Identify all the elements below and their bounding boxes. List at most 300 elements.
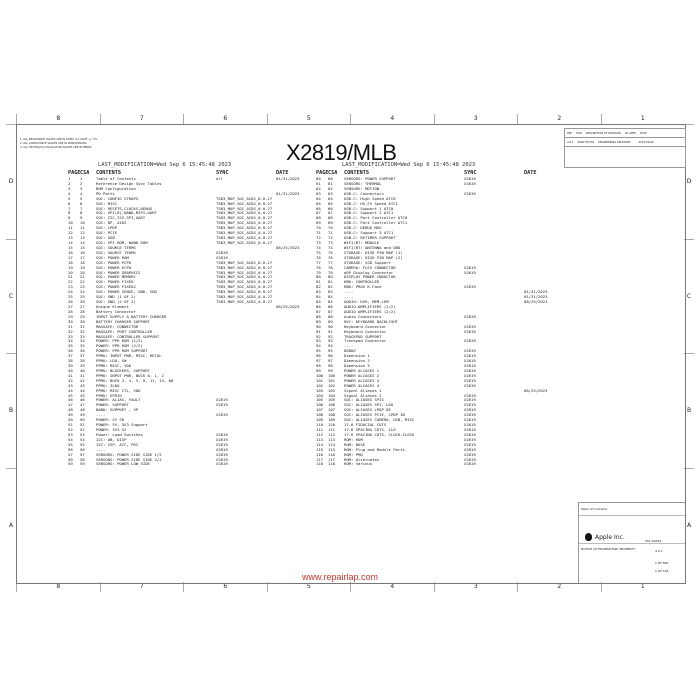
toc-cell: 35 [80,343,85,349]
toc-cell: 44 [68,387,73,393]
toc-cell: 01/31/2023 [524,294,548,300]
toc-cell: DISPLAY POWER INDUCTOR [344,275,396,280]
zone-column-label: 4 [350,114,434,124]
toc-cell: X2819 [464,442,476,447]
toc-cell: BOM Configuration [96,186,136,191]
toc-cell: 114 [328,441,336,447]
toc-cell: DEBUG [344,349,356,354]
toc-cell: SOC: CONFIG STRAPS [96,196,139,201]
toc-cell: SOC: SOURCE TERMS [96,250,136,255]
toc-cell: X2819 [464,177,476,181]
toc-cell: STORAGE: DISK PIN MAP (2) [344,255,403,260]
toc-cell: Signal Aliases 2 [344,393,382,398]
toc-cell: 24 [80,289,85,295]
toc-cell: 112 [316,431,324,437]
toc-cell: 4 [68,190,71,196]
toc-cell: 91 [328,328,333,334]
toc-cell [276,462,316,467]
toc-cell: ---- [344,295,354,300]
toc-cell: 66 [316,205,321,211]
toc-cell: ROM: ROM [344,437,363,442]
toc-cell: Trackpad Connector [344,339,387,344]
toc-cell: ROM: BASE [344,442,366,447]
toc-cell: 107 [328,407,336,413]
toc-cell: X2819 [464,403,476,408]
toc-cell: 110 [316,422,324,428]
toc-cell: 85 [328,299,333,305]
toc-row [316,462,564,467]
toc-cell: X2819 [464,354,476,359]
toc-cell: 54 [68,436,73,442]
last-modification-left: LAST_MODIFICATION=Wed Sep 6 15:45:48 2023 [98,162,232,168]
toc-cell: 51 [80,422,85,428]
toc-cell: 88 [316,313,321,319]
toc-cell: 109 [316,417,324,423]
toc-header-cell: CONTENTS [96,170,121,176]
toc-cell: X2819 [464,398,476,403]
zone-row-label: D [684,124,694,239]
toc-cell: POWER: PPR ROM (2/2) [96,344,143,349]
toc-cell: X2819 [464,373,476,378]
toc-cell: ---- [96,413,106,418]
toc-cell: 69 [316,220,321,226]
toc-cell: 7 [68,205,71,211]
toc-cell: 102 [316,382,324,388]
revision-header-cell: DESCRIPTION OF REVISION [585,131,621,135]
toc-cell: X2819 [216,398,228,403]
toc-cell: 71 [316,230,321,236]
toc-cell: T583_MAP_SOC_AIDS_0.0.27 [216,211,273,216]
toc-cell: 12 [68,230,73,236]
toc-cell: 106 [316,402,324,408]
page-count: 1 OF 181 [655,569,669,573]
toc-cell: 15 [80,244,85,250]
toc-cell: X2819 [464,437,476,442]
toc-header-cell: SYNC [464,170,477,176]
toc-cell: X2819 [464,432,476,437]
toc-cell: 21 [80,274,85,280]
toc-cell: 40 [68,367,73,373]
toc-cell: SOC: POWER RAM [96,255,129,260]
toc-cell: PPMU: BUCK 3, 4, 5, 8, 11, 13, 08 [96,378,174,383]
toc-cell: 117 [316,456,324,462]
toc-cell: 102 [328,382,336,388]
toc-cell: 84 [316,294,321,300]
toc-cell: 48 [68,407,73,413]
toc-cell: 34 [68,338,73,344]
toc-cell: 76 [316,254,321,260]
toc-cell: ---- [96,447,106,452]
toc-cell: 10 [80,220,85,226]
toc-cell: ROM: Alternates [344,457,380,462]
toc-cell: 11 [68,225,73,231]
company-logo [585,533,625,541]
toc-cell: 60 [316,176,321,181]
toc-cell: 113 [316,436,324,442]
toc-cell: Table of Contents [96,177,136,181]
toc-cell: 3 [80,185,83,191]
toc-cell: 111 [328,427,336,433]
toc-cell: 78 [316,264,321,270]
toc-cell: 38 [68,358,73,364]
toc-cell: 29 [68,313,73,319]
toc-cell: POWER ALIASES 1 [344,368,380,373]
toc-cell: SOC: POWER FIXED2 [96,285,136,290]
toc-cell: X2819 [216,255,228,260]
toc-cell: T583_MAP_SOC_AIDS_0.0.27 [216,236,273,241]
toc-cell: INPUT SUPPLY & BATTERY CHARGER [96,314,167,319]
toc-cell: 14 [80,239,85,245]
toc-cell: ---- [344,344,354,349]
toc-cell: 50 [68,417,73,423]
revision-header [565,129,685,138]
toc-cell: NAND: SUPPORT - VP [96,408,139,413]
note-line: 3. ALL CRYSTALS & OSCILLATOR VALUES ARE IN HERTZ. [20,146,93,149]
toc-cell: X2819 [464,452,476,457]
revision-header-cell: ECN [576,131,582,135]
toc-cell: 17.6 FIDUCIAL CUTS [344,423,387,428]
revision-cell: ENGINEERING RELEASED [598,140,631,144]
toc-cell: X2819 [464,314,476,319]
toc-cell: 55 [68,441,73,447]
toc-cell: X2819 [464,324,476,329]
last-modification-right: LAST_MODIFICATION=Wed Sep 6 15:45:48 2023 [342,162,476,168]
toc-cell: POWER ALIASES 2 [344,373,380,378]
toc-cell: 30 [68,318,73,324]
toc-cell: 47 [68,402,73,408]
toc-cell: CAMERA: FLEX CONNECTOR [344,265,396,270]
toc-cell: ROM: Various [344,462,373,467]
toc-cell: X2819 [216,403,228,408]
toc-cell: X2819 [464,408,476,413]
zone-column-label: 8 [16,582,100,592]
toc-cell: X2819 [464,413,476,418]
toc-cell: 72 [316,235,321,241]
toc-cell: SOC: POWER MEMORY [96,275,136,280]
toc-cell: 58 [80,456,85,462]
toc-cell: 77 [316,259,321,265]
row-zone-left [6,124,16,582]
toc-cell: 56 [68,446,73,452]
revision-row [565,138,685,147]
toc-cell: 46 [80,397,85,403]
toc-cell: 91 [316,328,321,334]
toc-cell: 37 [68,353,73,359]
toc-cell: 57 [68,451,73,457]
toc-cell: X2819 [216,442,228,447]
toc-cell: X2819 [464,428,476,433]
toc-cell: 86 [328,303,333,309]
toc-cell: T583_MAP_SOC_AIDS_0.0.27 [216,206,273,211]
toc-cell: Dimension 2 [344,359,370,364]
toc-cell: POWER: 3V3 S2 [96,428,127,433]
toc-cell: 18 [80,259,85,265]
toc-cell: 96 [316,353,321,359]
toc-cell: eDP Display Connector [344,270,394,275]
toc-cell: X2819 [464,349,476,354]
toc-cell: 83 [316,289,321,295]
toc-cell: SENSORS: POWER SUPPORT [344,177,396,181]
toc-cell: 17.6 SPACING CUTS, ILO [344,428,396,433]
toc-cell: KBD: CONTROLLER [344,280,380,285]
toc-cell: 104 [328,392,336,398]
toc-cell: T583_MAP_SOC_AIDS_0.0.27 [216,216,273,221]
toc-header-cell: CSA [328,170,338,176]
toc-cell: 55 [80,441,85,447]
toc-cell: T583_MAP_SOC_AIDS_0.0.27 [216,270,273,275]
toc-cell: 51 [68,422,73,428]
toc-cell: T583_MAP_SOC_AIDS_0.0.27 [216,196,273,201]
toc-cell: 08/25/2023 [276,303,300,309]
toc-cell: X2819 [216,250,228,255]
toc-cell: POWER ALIASES 4 [344,383,380,388]
toc-cell: 60 [328,176,333,181]
toc-cell: 29 [80,313,85,319]
toc-cell: 01/31/2023 [276,190,300,196]
toc-cell: X2819 [464,364,476,369]
toc-cell: 79 [328,269,333,275]
toc-cell: 100 [328,372,336,378]
toc-cell: USB-C: DEBUG MUX [344,226,382,231]
zone-row-label: B [684,353,694,468]
toc-cell: SOC: POWER GRAPHICS [96,270,141,275]
toc-cell: 08/25/2023 [524,299,548,305]
zone-column-label: 1 [601,582,685,592]
toc-cell: POWER: PPR ROM (1/2) [96,339,143,344]
toc-cell: 56 [80,446,85,452]
zone-column-label: 3 [434,114,518,124]
toc-cell: POWER: SUPPORT [96,403,129,408]
toc-cell: T583_MAP_SOC_AIDS_0.0.27 [216,295,273,300]
toc-cell: T583_MAP_SOC_AIDS_0.0.27 [216,265,273,270]
toc-cell: 8 [68,210,71,216]
zone-column-label: 8 [16,114,100,124]
toc-header-cell: DATE [276,170,289,176]
toc-cell: 19 [80,264,85,270]
toc-cell: PD Parts [96,191,115,196]
toc-cell: 27 [68,303,73,309]
toc-cell: SENSORS: MOTION [344,186,380,191]
toc-cell: 36 [80,348,85,354]
toc-cell: T583_MAP_SOC_AIDS_0.0.27 [216,221,273,226]
toc-cell: 16 [80,249,85,255]
toc-cell: 33 [80,333,85,339]
toc-row [68,462,316,467]
toc-cell: 97 [328,358,333,364]
toc-cell: 14 [68,239,73,245]
toc-cell: 38 [80,358,85,364]
toc-cell: 98 [328,363,333,369]
toc-cell: 82 [328,284,333,290]
toc-cell: 72 [328,235,333,241]
toc-cell: 90 [328,323,333,329]
toc-cell: 101 [328,377,336,383]
toc-cell: 5 [80,195,83,201]
toc-cell: PPMU: LDO, SW [96,359,127,364]
toc-cell: 28 [68,308,73,314]
toc-cell: 53 [68,431,73,437]
toc-cell: PPMU: MISC CTL, VDD [96,388,141,393]
toc-cell: Dimension 1 [344,354,370,359]
revision-header-cell: DATE [639,131,647,135]
toc-cell: MAGSAFE: CONNECTOR [96,324,139,329]
sheet-count: 1 OF 881 [655,561,669,565]
toc-cell: 90 [316,323,321,329]
toc-cell: 100 [316,372,324,378]
toc-cell: SENSORS: POWER SIDE SIDE 1/2 [96,452,162,457]
toc-cell: X2819 [216,432,228,437]
toc-cell: 42 [80,377,85,383]
toc-cell: 94 [328,343,333,349]
page-title: X2819/MLB [286,140,397,165]
toc-cell: 41 [80,372,85,378]
toc-cell: 63 [316,190,321,196]
toc-header-row [316,170,564,177]
zone-column-label: 7 [100,582,184,592]
toc-cell: X2819 [216,457,228,462]
revision-cell: 0000755706 [577,140,595,144]
toc-cell: T583_MAP_SOC_AIDS_0.0.27 [216,285,273,290]
proprietary-notice: NOTICE OF PROPRIETARY PROPERTY: [581,547,636,551]
toc-cell: X2819 [216,462,228,467]
toc-cell: 103 [316,387,324,393]
toc-cell: 11 [80,225,85,231]
toc-cell: SOC: SPI ROM, NAND ROM [96,240,148,245]
drawing-title: Table of Contents [581,507,608,511]
toc-cell: 28 [80,308,85,314]
toc-cell: 78 [328,264,333,270]
toc-cell: 75 [316,249,321,255]
toc-cell: 32 [68,328,73,334]
toc-cell: 96 [328,353,333,359]
toc-cell: 2 [80,180,83,186]
apple-logo-icon [585,533,592,541]
toc-cell: PPMU: INPUT PWR, MISC, RETAL [96,354,162,359]
toc-cell: POWER: SY SR [96,418,125,423]
toc-cell: 1 [80,176,83,181]
toc-cell: Keyboard Connector [344,329,387,334]
toc-cell: 81 [316,279,321,285]
toc-cell: Signal Aliases 1 [344,388,382,393]
toc-cell: SOC: DP, AIDS [96,221,127,226]
toc-cell: 22 [80,279,85,285]
toc-cell: 20 [68,269,73,275]
zone-row-label: C [6,239,16,354]
zone-column-label: 6 [183,582,267,592]
toc-cell: Dimension 3 [344,364,370,369]
toc-cell: Reference Design Sync Tables [96,181,162,186]
toc-cell: Power: Load Switches [96,432,143,437]
toc-cell: Unique Element [96,304,129,309]
toc-cell: SOC: GND (1 OF 2) [96,295,136,300]
watermark: www.repairlap.com [302,572,379,582]
toc-cell: 58 [68,456,73,462]
revision-cell: 4.0.1 [567,140,574,144]
toc-cell: AUDIO AMPLIFIERS (1/2) [344,304,396,309]
toc-cell: T583_MAP_SOC_AIDS_0.0.27 [216,201,273,206]
toc-cell: X2819 [464,191,476,196]
toc-cell: SENSORS: THERMAL [344,181,382,186]
toc-cell: 98 [316,363,321,369]
toc-cell: X2819 [464,181,476,186]
toc-cell: 20 [80,269,85,275]
toc-cell: 101 [316,377,324,383]
toc-cell: X2819 [464,270,476,275]
toc-cell: 22 [68,279,73,285]
toc-cell: 59 [68,461,73,467]
toc-cell: USB-C: Support 3 ATC1 [344,231,394,236]
toc-cell: 27 [80,303,85,309]
toc-cell: 77 [328,259,333,265]
toc-cell: 45 [80,392,85,398]
toc-cell: 25 [80,294,85,300]
note-line: 2. ALL CAPACITANCE VALUES ARE IN MICROFARADS. [20,142,88,145]
toc-cell: 68 [316,215,321,221]
toc-cell: 6 [80,200,83,206]
toc-cell: 115 [316,446,324,452]
toc-cell: 47 [80,402,85,408]
toc-cell: 75 [328,249,333,255]
toc-cell: KEY: KEYBOARD BACKLIGHT [344,319,398,324]
toc-cell: STORAGE: SSD Support [344,260,391,265]
toc-cell: POWER: PPR ROM SUPPORT [96,349,148,354]
toc-cell: 113 [328,436,336,442]
toc-cell: 116 [316,451,324,457]
toc-cell: 43 [80,382,85,388]
toc-cell: 115 [328,446,336,452]
toc-cell: 67 [328,210,333,216]
toc-cell: 87 [328,308,333,314]
toc-cell: 111 [316,427,324,433]
toc-cell: 61 [328,180,333,186]
toc-cell: 17 [80,254,85,260]
toc-cell: 95 [328,348,333,354]
general-notes [20,138,98,150]
toc-cell: 114 [316,441,324,447]
toc-cell: 48 [80,407,85,413]
toc-cell: SENSORS: POWER LOW SIDE [96,462,150,467]
zone-column-label: 5 [267,582,351,592]
toc-cell: 66 [328,205,333,211]
toc-cell: 99 [316,367,321,373]
toc-cell: 65 [316,200,321,206]
toc-cell: Keyboard Connector [344,324,387,329]
zone-column-label: 1 [601,114,685,124]
toc-cell: 65 [328,200,333,206]
toc-cell: Battery Connector [96,309,136,314]
toc-cell: 117 [328,456,336,462]
toc-cell: 82 [316,284,321,290]
zone-row-label: A [684,468,694,583]
toc-cell [524,462,564,467]
toc-cell: X2819 [216,452,228,457]
toc-cell: X2819 [464,423,476,428]
column-zone-top [16,114,684,124]
company-name: Apple Inc. [595,533,625,541]
toc-cell: 17.6 SPACING CUTS, CLOCK-CLOCK [344,432,415,437]
toc-cell: 97 [316,358,321,364]
toc-cell: X2819 [464,378,476,383]
toc-cell: 53 [80,431,85,437]
toc-cell: 92 [316,333,321,339]
toc-cell: 67 [316,210,321,216]
toc-cell: ROM: PMU [344,452,363,457]
toc-cell: X2819 [464,329,476,334]
toc-cell: 12 [80,230,85,236]
toc-cell: 89 [316,318,321,324]
toc-cell: USB-C: Port Controller ATC0 [344,216,408,221]
toc-cell: 52 [80,427,85,433]
